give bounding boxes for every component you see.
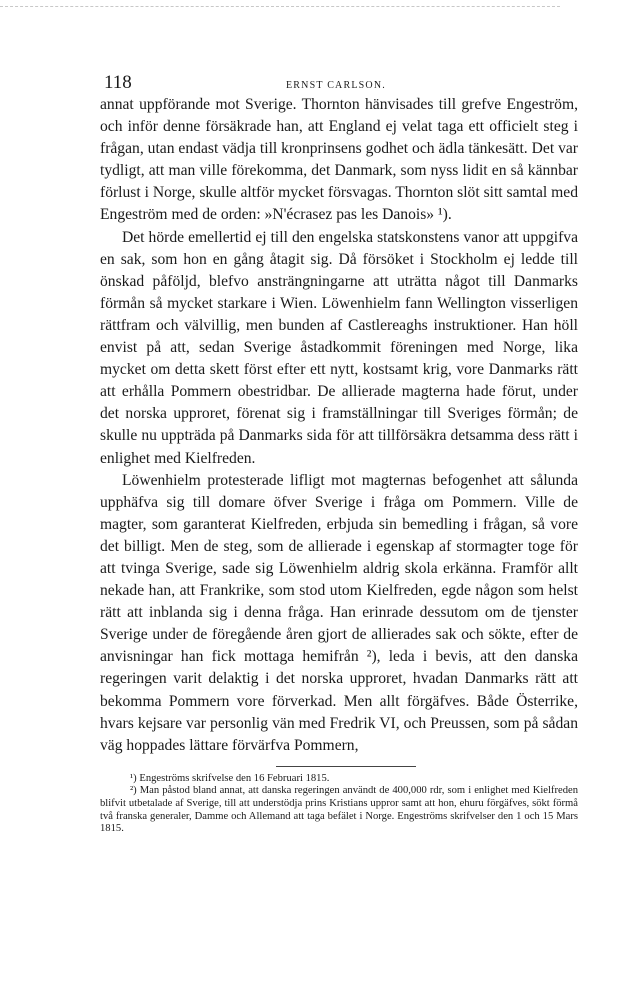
running-head: ERNST CARLSON.: [286, 80, 386, 91]
footnote: ²) Man påstod bland annat, att danska regeringen användt de 400,000 rdr, som i enlighet med Kielfreden blifvit utbetalade af Sverige, till att understödja prins Kristians uppror samt att hon, ehuru förgäfves, sökt förmå två franska generaler, Damme och Allemand att taga befälet i Norge. Engeströms skrifvelser den 1 och 15 Mars 1815.: [100, 785, 578, 835]
paragraph: Det hörde emellertid ej till den engelska statskonstens vanor att uppgifva en sak, som hon en gång åtagit sig. Då försöket i Stockholm ej ledde till önskad påföljd, blefvo ansträngningarne att uträtta något till Danmarks förmån så mycket starkare i Wien. Löwenhielm fann Wellington visserligen rättfram och välvillig, men bunden af Castlereaghs instruktioner. Han höll envist på att, sedan Sverige åstadkommit föreningen med Norge, lika mycket om detta skett först efter ett nytt, kostsamt krig, vore Danmarks rätt att erhålla Pommern obestridbar. De allierade magterna hade förut, under det norska upproret, förenat sig i framställningar till Sveriges förmån; de skulle nu uppträda på Danmarks sida för att tillförsäkra detsamma dess rätt i enlighet med Kielfreden.: [100, 228, 578, 467]
page-header: [100, 64, 578, 94]
paragraph: Löwenhielm protesterade lifligt mot magternas befogenhet att sålunda upphäfva sig till domare öfver Sverige i fråga om Pommern. Ville de magter, som garanterat Kielfreden, erbjuda sin bemedling i frågan, så vore det billigt. Men de steg, som de allierade i egenskap af stormagter toge för att tvinga Sverige, sade sig Löwenhielm aldrig skola erkänna. Framför allt nekade han, att Frankrike, som stod utom Kielfreden, egde någon som helst rätt att inblanda sig i denna fråga. Han erinrade dessutom om de tjenster Sverige under de föregående åren gjort de allierades sak och sökte, efter de anvisningar han fick mottaga hemifrån ²), leda i bevis, att den danska regeringen varit delaktig i det norska upproret, hvadan Danmarks rätt att bekomma Pommern vore förverkad. Men allt förgäfves. Både Österrike, hvars kejsare var personlig vän med Fredrik VI, och Preussen, som på sådan väg hoppades lättare förvärfva Pommern,: [100, 471, 578, 754]
top-edge-rule: [0, 6, 560, 7]
page-number: 118: [104, 72, 132, 93]
book-page: [100, 64, 578, 836]
footnotes: [100, 773, 578, 836]
footnote: ¹) Engeströms skrifvelse den 16 Februari 1815.: [130, 772, 330, 784]
footnote-divider: [276, 766, 416, 767]
body-text: [100, 94, 578, 757]
paragraph: annat uppförande mot Sverige. Thornton hänvisades till grefve Engeström, och inför denne försäkrade han, att England ej velat taga ett officielt steg i frågan, utan endast vädja till kronprinsens godhet och ädla tänkesätt. Det var tydligt, att man ville förekomma, det Danmark, som nyss lidit en så kännbar förlust i Norge, skulle altför mycket försvagas. Thornton slöt sitt samtal med Engeström med de orden: »N'écrasez pas les Danois» ¹).: [100, 96, 578, 224]
